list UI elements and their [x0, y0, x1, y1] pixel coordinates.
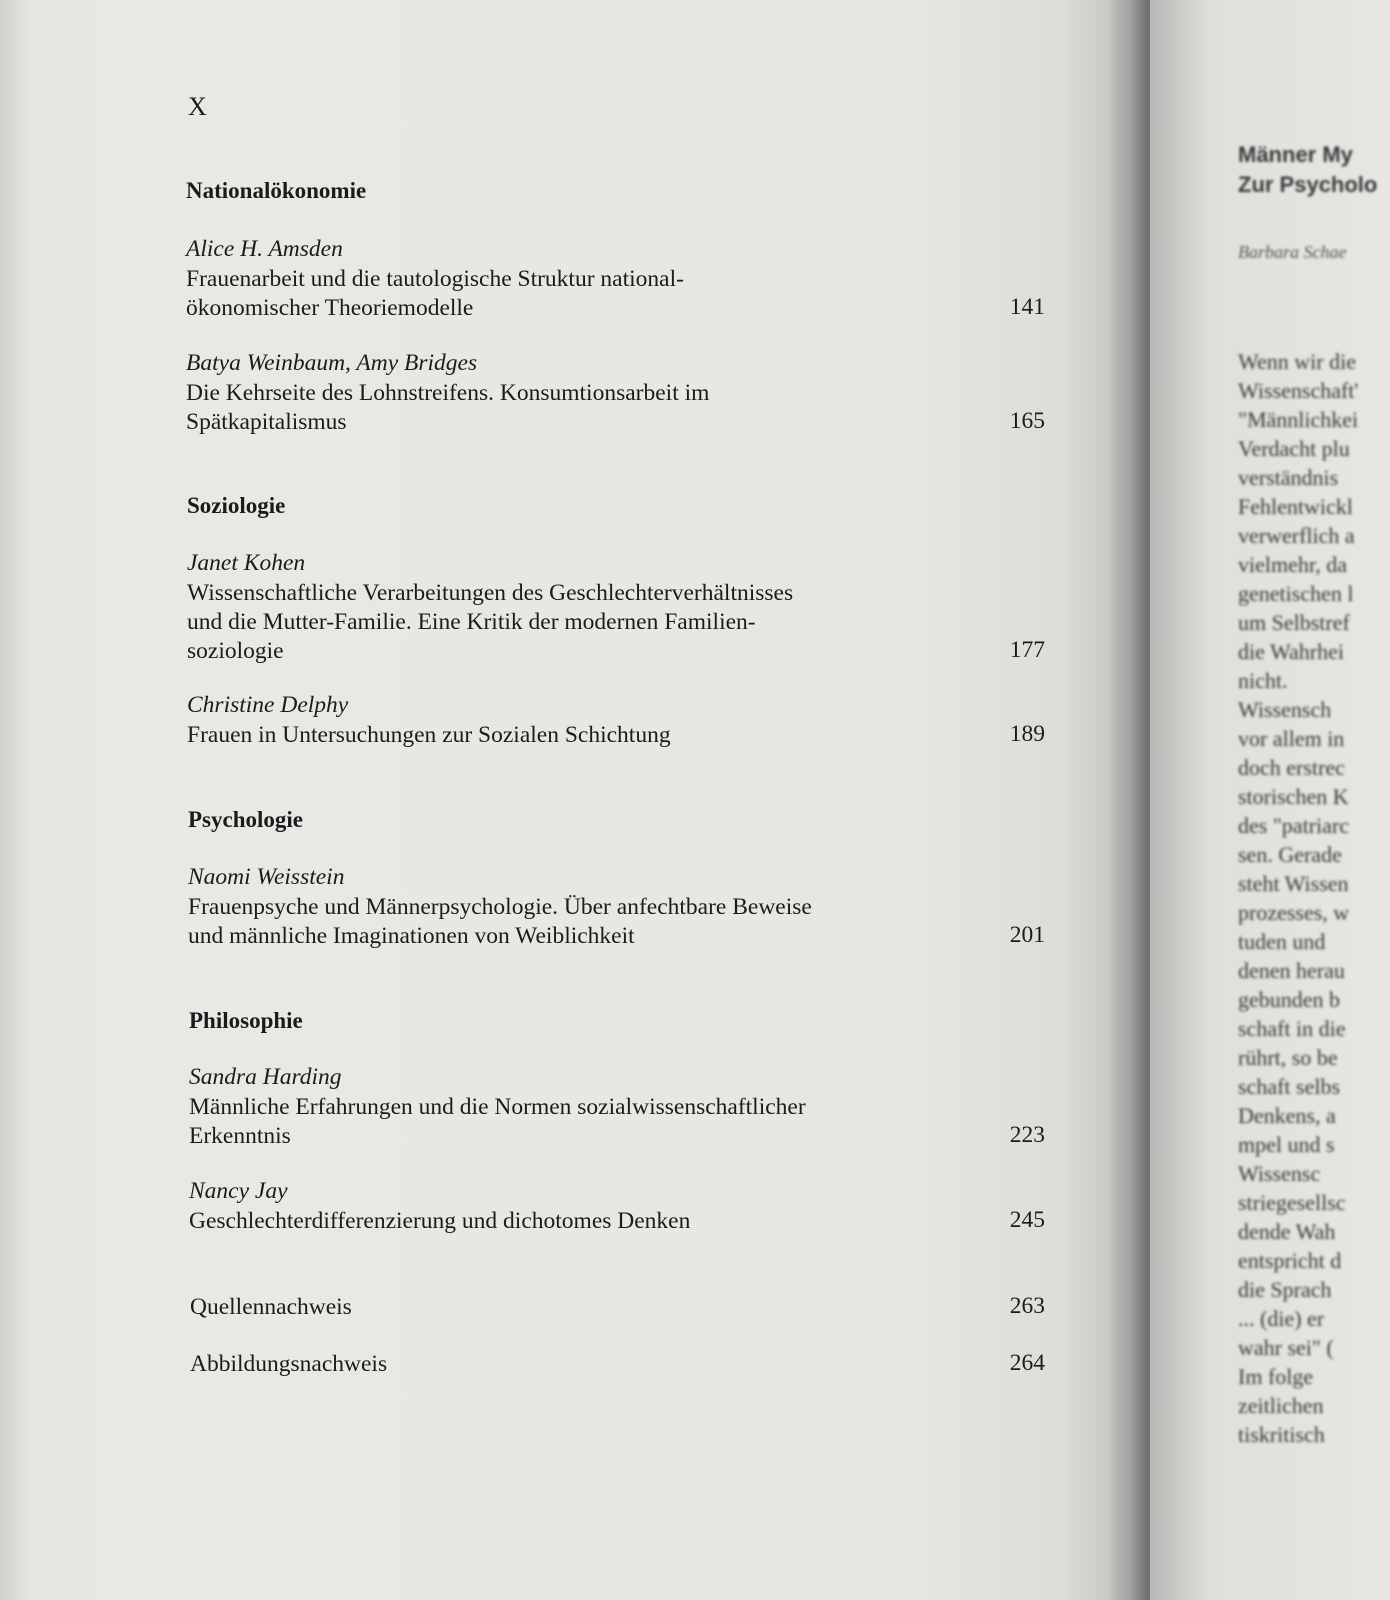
- back-matter-label: Quellennachweis: [190, 1294, 352, 1320]
- entry-page-number: 189: [1009, 721, 1045, 747]
- facing-body-line: dende Wah: [1238, 1219, 1336, 1244]
- facing-body-line: Wenn wir die: [1238, 349, 1356, 374]
- back-matter-label: Abbildungsnachweis: [190, 1351, 388, 1377]
- entry-title-line: Geschlechterdifferenzierung und dichotomes Denken: [189, 1208, 691, 1234]
- entry-title-line: Die Kehrseite des Lohnstreifens. Konsumtionsarbeit im: [186, 380, 710, 406]
- facing-body-line: Wissenschaft': [1238, 378, 1359, 403]
- section-heading: Psychologie: [188, 807, 303, 832]
- facing-heading-line: Männer My: [1238, 142, 1353, 167]
- facing-body-line: nicht.: [1238, 668, 1288, 693]
- facing-body-line: sen. Gerade: [1238, 842, 1342, 867]
- entry-title-line: Wissenschaftliche Verarbeitungen des Geschlechterverhältnisses: [187, 580, 794, 606]
- facing-body-line: entspricht d: [1238, 1248, 1342, 1273]
- section-heading: Philosophie: [189, 1008, 303, 1033]
- entry-page-number: 177: [1009, 637, 1045, 663]
- facing-body-line: Wissensch: [1238, 697, 1332, 722]
- facing-body-line: tiskritisch: [1238, 1422, 1325, 1447]
- facing-body-line: um Selbstref: [1238, 610, 1350, 635]
- entry-author: Batya Weinbaum, Amy Bridges: [186, 350, 478, 376]
- facing-body-line: Denkens, a: [1238, 1103, 1336, 1128]
- facing-author: Barbara Schae: [1238, 242, 1347, 262]
- facing-body-line: wahr sei" (: [1238, 1335, 1334, 1360]
- page-number: X: [188, 92, 207, 121]
- facing-page-text: [1238, 140, 1390, 1449]
- facing-body-line: Fehlentwickl: [1238, 494, 1353, 519]
- entry-author: Alice H. Amsden: [186, 236, 343, 262]
- facing-body-line: verständnis: [1238, 465, 1339, 490]
- entry-title-line: Spätkapitalismus: [186, 409, 347, 435]
- facing-body-line: Im folge: [1238, 1364, 1314, 1389]
- facing-body-line: steht Wissen: [1238, 871, 1349, 896]
- entry-title-line: Erkenntnis: [189, 1123, 291, 1149]
- facing-body-line: ... (die) er: [1238, 1306, 1325, 1331]
- facing-heading-line: Zur Psycholo: [1238, 172, 1378, 197]
- entry-page-number: 201: [1009, 922, 1045, 948]
- entry-title-line: Frauenpsyche und Männerpsychologie. Über anfechtbare Beweise: [188, 894, 812, 920]
- facing-body-line: die Sprach: [1238, 1277, 1332, 1302]
- entry-title-line: und männliche Imaginationen von Weiblichkeit: [188, 923, 635, 949]
- facing-body-line: doch erstrec: [1238, 755, 1345, 780]
- section-heading: Soziologie: [187, 493, 286, 518]
- entry-title-line: ökonomischer Theoriemodelle: [186, 295, 474, 321]
- entry-author: Sandra Harding: [189, 1064, 342, 1090]
- entry-title-line: Frauen in Untersuchungen zur Sozialen Schichtung: [187, 722, 671, 748]
- back-matter-page-number: 264: [1009, 1350, 1045, 1376]
- entry-author: Nancy Jay: [189, 1178, 288, 1204]
- entry-author: Christine Delphy: [187, 692, 349, 718]
- facing-body-line: tuden und: [1238, 929, 1326, 954]
- facing-body-line: schaft in die: [1238, 1016, 1346, 1041]
- entry-author: Janet Kohen: [187, 550, 306, 576]
- facing-body-line: denen herau: [1238, 958, 1345, 983]
- facing-body-line: genetischen l: [1238, 581, 1354, 606]
- facing-body-line: Verdacht plu: [1238, 436, 1350, 461]
- facing-body-line: mpel und s: [1238, 1132, 1335, 1157]
- facing-body-line: schaft selbs: [1238, 1074, 1341, 1099]
- facing-body-line: die Wahrhei: [1238, 639, 1344, 664]
- facing-body-line: vielmehr, da: [1238, 552, 1348, 577]
- entry-title-line: soziologie: [187, 638, 284, 664]
- facing-body-line: prozesses, w: [1238, 900, 1350, 925]
- entry-page-number: 223: [1009, 1122, 1045, 1148]
- section-heading: Nationalökonomie: [186, 178, 367, 203]
- facing-body-line: verwerflich a: [1238, 523, 1355, 548]
- facing-body-line: gebunden b: [1238, 987, 1341, 1012]
- entry-page-number: 245: [1009, 1207, 1045, 1233]
- facing-body-line: "Männlichkei: [1238, 407, 1359, 432]
- facing-body-line: rührt, so be: [1238, 1045, 1338, 1070]
- facing-body-line: zeitlichen: [1238, 1393, 1324, 1418]
- facing-body-line: vor allem in: [1238, 726, 1345, 751]
- facing-body-line: storischen K: [1238, 784, 1349, 809]
- entry-author: Naomi Weisstein: [188, 864, 345, 890]
- facing-body: [1238, 347, 1390, 1449]
- facing-body-line: striegesellsc: [1238, 1190, 1346, 1215]
- facing-body-line: Wissensc: [1238, 1161, 1321, 1186]
- facing-body-line: des "patriarc: [1238, 813, 1349, 838]
- entry-page-number: 141: [1009, 294, 1045, 320]
- entry-page-number: 165: [1009, 408, 1045, 434]
- back-matter-page-number: 263: [1009, 1293, 1045, 1319]
- entry-title-line: und die Mutter-Familie. Eine Kritik der modernen Familien-: [187, 609, 756, 635]
- entry-title-line: Männliche Erfahrungen und die Normen sozialwissenschaftlicher: [189, 1094, 806, 1120]
- entry-title-line: Frauenarbeit und die tautologische Struktur national-: [186, 266, 684, 292]
